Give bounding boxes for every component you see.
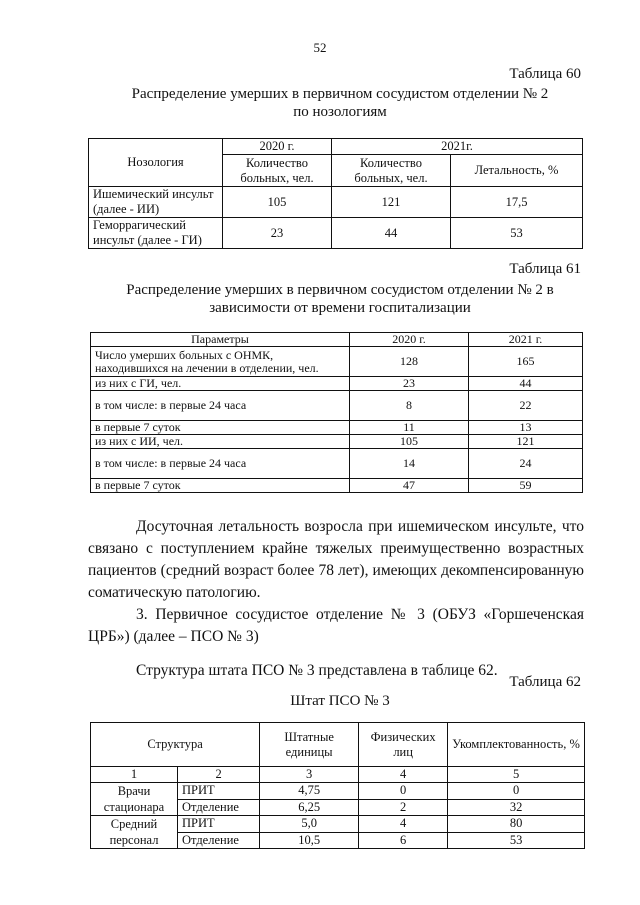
table-60-title-line2: по нозологиям [293,104,387,120]
parameter-name: в первые 7 суток [91,421,350,435]
parameter-name: в том числе: в первые 24 часа [91,449,350,479]
column-number: 5 [448,767,585,783]
physical-persons: 4 [359,816,448,833]
physical-persons: 6 [359,832,448,849]
paragraph-line: связано с поступлением крайне тяжелых преимущественно возрастных [88,540,584,557]
group-name: Средний персонал [91,816,178,849]
parameter-name: Число умерших больных с ОНМК, находившихся на лечении в отделении, чел. [91,347,350,377]
paragraph-staff-intro: Структура штата ПСО № 3 представлена в таблице 62. [136,662,498,679]
physical-persons: 2 [359,799,448,816]
table-61-title-line2: зависимости от времени госпитализации [209,300,471,316]
staff-units: 4,75 [260,783,359,800]
subdivision: ПРИТ [178,816,260,833]
paragraph-line: 3. Первичное сосудистое отделение № 3 (ОБУЗ «Горшеченская [136,606,584,623]
value-2021: 59 [469,479,583,493]
header-lethality: Летальность, % [451,155,583,187]
header-2020: 2020 г. [223,139,332,155]
value-2020: 23 [350,377,469,391]
value-2020: 47 [350,479,469,493]
value-2021: 44 [469,377,583,391]
header-count-2021: Количество больных, чел. [332,155,451,187]
table-62 [90,722,585,849]
paragraph-line: ЦРБ») (далее – ПСО № 3) [88,628,259,645]
table-60 [88,138,583,249]
paragraph-line: пациентов (средний возраст более 78 лет), имеющих декомпенсированную [88,562,584,579]
page-number: 52 [313,40,327,55]
value-2020: 8 [350,391,469,421]
paragraph-line: Досуточная летальность возросла при ишемическом инсульте, что [136,518,584,535]
physical-persons: 0 [359,783,448,800]
count-2021: 44 [332,218,451,249]
value-2020: 14 [350,449,469,479]
value-2021: 22 [469,391,583,421]
table-62-label: Таблица 62 [509,674,581,690]
paragraph-lethality [88,516,584,604]
table-row [91,783,585,800]
count-2020: 23 [223,218,332,249]
table-row [91,391,583,421]
table-row [91,479,583,493]
column-number: 1 [91,767,178,783]
table-number-row [91,767,585,783]
table-61-title-line1: Распределение умерших в первичном сосудистом отделении № 2 в [126,282,554,298]
table-row [91,816,585,833]
completeness: 32 [448,799,585,816]
value-2021: 24 [469,449,583,479]
table-row [91,421,583,435]
subdivision: Отделение [178,799,260,816]
lethality-value: 17,5 [451,187,583,218]
count-2021: 121 [332,187,451,218]
group-name: Врачи стационара [91,783,178,816]
staff-units: 6,25 [260,799,359,816]
completeness: 0 [448,783,585,800]
subdivision: Отделение [178,832,260,849]
table-60-label: Таблица 60 [509,66,581,82]
parameter-name: из них с ИИ, чел. [91,435,350,449]
nosology-name: Геморрагический инсульт (далее - ГИ) [89,218,223,249]
table-row [89,187,583,218]
table-61-title [90,281,590,317]
parameter-name: в первые 7 суток [91,479,350,493]
table-row [89,218,583,249]
header-structure: Структура [91,723,260,767]
header-2021: 2021 г. [469,333,583,347]
value-2021: 165 [469,347,583,377]
column-number: 4 [359,767,448,783]
subdivision: ПРИТ [178,783,260,800]
table-60-title-line1: Распределение умерших в первичном сосудистом отделении № 2 [131,86,549,102]
parameter-name: из них с ГИ, чел. [91,377,350,391]
table-row [91,347,583,377]
paragraph-section-heading [88,604,584,648]
header-nosology: Нозология [89,139,223,187]
paragraph-line: соматическую патологию. [88,584,261,601]
table-row [91,377,583,391]
lethality-value: 53 [451,218,583,249]
value-2020: 128 [350,347,469,377]
table-61 [90,332,583,493]
column-number: 3 [260,767,359,783]
parameter-name: в том числе: в первые 24 часа [91,391,350,421]
header-2020: 2020 г. [350,333,469,347]
value-2020: 11 [350,421,469,435]
value-2021: 13 [469,421,583,435]
table-60-title [90,85,590,121]
header-2021: 2021г. [332,139,583,155]
nosology-name: Ишемический инсульт (далее - ИИ) [89,187,223,218]
header-physical-persons: Физических лиц [359,723,448,767]
completeness: 53 [448,832,585,849]
completeness: 80 [448,816,585,833]
table-row [91,435,583,449]
header-count-2020: Количество больных, чел. [223,155,332,187]
table-61-label: Таблица 61 [509,261,581,277]
table-62-title: Штат ПСО № 3 [290,693,390,709]
count-2020: 105 [223,187,332,218]
header-completeness: Укомплектованность, % [448,723,585,767]
column-number: 2 [178,767,260,783]
table-row [91,449,583,479]
header-staff-units: Штатные единицы [260,723,359,767]
value-2021: 121 [469,435,583,449]
staff-units: 5,0 [260,816,359,833]
value-2020: 105 [350,435,469,449]
header-parameters: Параметры [91,333,350,347]
staff-units: 10,5 [260,832,359,849]
